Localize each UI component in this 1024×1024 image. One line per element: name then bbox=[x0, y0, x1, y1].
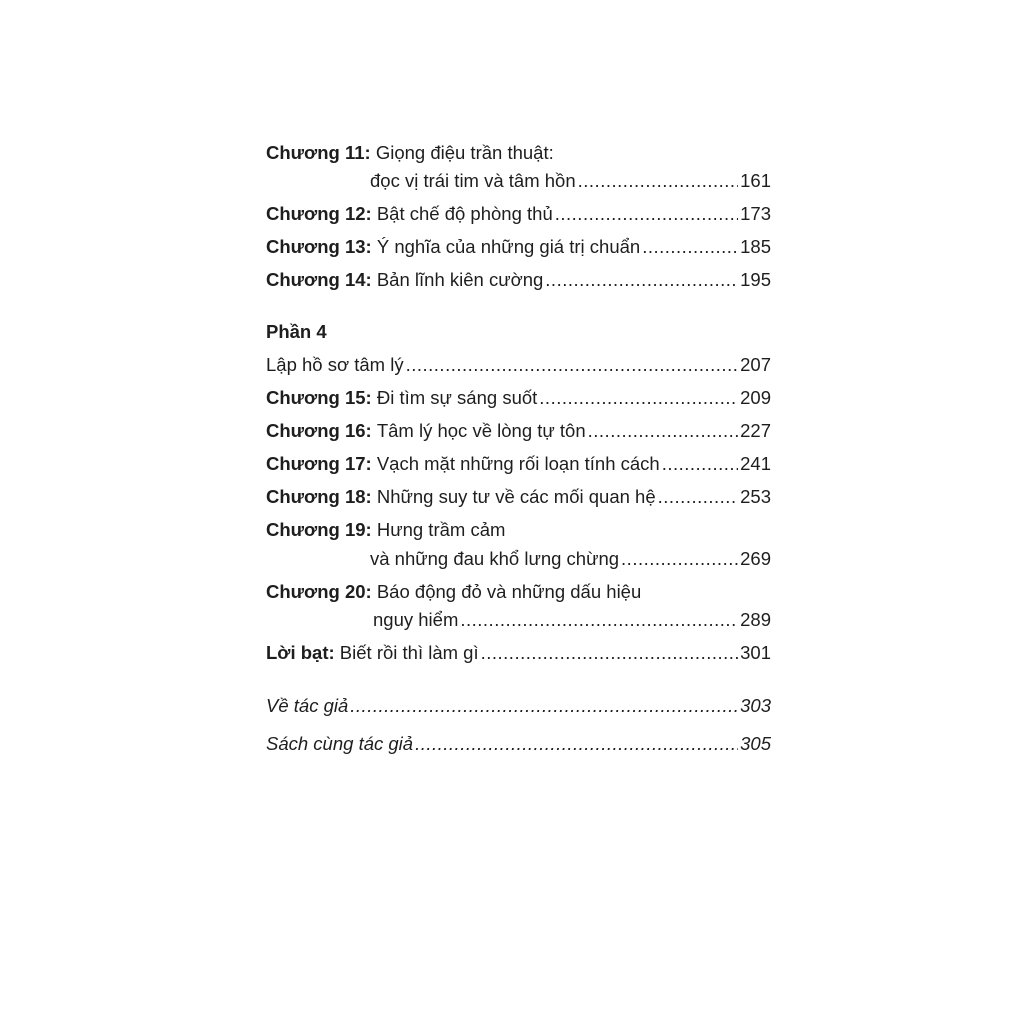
chapter-title: Tâm lý học về lòng tự tôn bbox=[376, 420, 586, 441]
toc-entry-ch11-line1 bbox=[266, 140, 771, 166]
afterword-title: Biết rồi thì làm gì bbox=[339, 642, 479, 663]
leader-dots bbox=[621, 546, 738, 572]
chapter-label: Chương 20: bbox=[266, 581, 372, 602]
toc-entry-ch15 bbox=[266, 385, 771, 411]
chapter-title: Ý nghĩa của những giá trị chuẩn bbox=[376, 236, 641, 257]
chapter-title: Vạch mặt những rối loạn tính cách bbox=[376, 453, 660, 474]
chapter-label: Chương 18: bbox=[266, 486, 372, 507]
page-number: 195 bbox=[740, 269, 771, 290]
page-number: 173 bbox=[740, 203, 771, 224]
page-number: 185 bbox=[740, 236, 771, 257]
leader-dots bbox=[350, 693, 738, 719]
leader-dots bbox=[415, 731, 738, 757]
chapter-title: Những suy tư về các mối quan hệ bbox=[376, 486, 656, 507]
page-number: 303 bbox=[740, 695, 771, 716]
leader-dots bbox=[662, 451, 738, 477]
leader-dots bbox=[481, 640, 739, 666]
toc-entry-ch18 bbox=[266, 484, 771, 510]
chapter-title: Bản lĩnh kiên cường bbox=[376, 269, 544, 290]
chapter-label: Chương 15: bbox=[266, 387, 372, 408]
toc-entry-afterword bbox=[266, 640, 771, 666]
chapter-label: Chương 19: bbox=[266, 519, 372, 540]
page-number: 241 bbox=[740, 453, 771, 474]
toc-entry-ch19-line2 bbox=[266, 546, 771, 572]
chapter-label: Chương 16: bbox=[266, 420, 372, 441]
chapter-title: Hưng trầm cảm bbox=[376, 519, 506, 540]
page-number: 209 bbox=[740, 387, 771, 408]
about-author-title: Về tác giả bbox=[266, 695, 349, 716]
toc-entry-part4 bbox=[266, 352, 771, 378]
leader-dots bbox=[588, 418, 738, 444]
toc-entry-ch19-line1 bbox=[266, 517, 771, 543]
chapter-title: Giọng điệu trần thuật: bbox=[375, 142, 554, 163]
chapter-label: Chương 14: bbox=[266, 269, 372, 290]
page-number: 301 bbox=[740, 642, 771, 663]
leader-dots bbox=[539, 385, 738, 411]
toc-entry-ch16 bbox=[266, 418, 771, 444]
chapter-label: Chương 17: bbox=[266, 453, 372, 474]
toc-entry-ch17 bbox=[266, 451, 771, 477]
leader-dots bbox=[658, 484, 739, 510]
afterword-label: Lời bạt: bbox=[266, 642, 335, 663]
page-number: 227 bbox=[740, 420, 771, 441]
chapter-title-cont: và những đau khổ lưng chừng bbox=[370, 548, 620, 569]
other-books-title: Sách cùng tác giả bbox=[266, 733, 414, 754]
leader-dots bbox=[545, 267, 738, 293]
page-number: 289 bbox=[740, 609, 771, 630]
leader-dots bbox=[406, 352, 739, 378]
toc-part-heading bbox=[266, 319, 771, 345]
part-title: Lập hồ sơ tâm lý bbox=[266, 354, 404, 375]
toc-entry-ch20-line1 bbox=[266, 579, 771, 605]
chapter-title-cont: nguy hiểm bbox=[373, 609, 459, 630]
toc-entry-other-books bbox=[266, 731, 771, 757]
toc-entry-ch14 bbox=[266, 267, 771, 293]
page-number: 161 bbox=[740, 170, 771, 191]
toc-entry-ch20-line2 bbox=[266, 607, 771, 633]
chapter-title: Báo động đỏ và những dấu hiệu bbox=[376, 581, 642, 602]
chapter-label: Chương 12: bbox=[266, 203, 372, 224]
chapter-title: Bật chế độ phòng thủ bbox=[376, 203, 553, 224]
page-number: 269 bbox=[740, 548, 771, 569]
toc-entry-ch11-line2 bbox=[266, 168, 771, 194]
leader-dots bbox=[578, 168, 738, 194]
toc-entry-ch13 bbox=[266, 234, 771, 260]
page-number: 207 bbox=[740, 354, 771, 375]
chapter-label: Chương 13: bbox=[266, 236, 372, 257]
toc-entry-ch12 bbox=[266, 201, 771, 227]
chapter-title: Đi tìm sự sáng suốt bbox=[376, 387, 538, 408]
page-number: 305 bbox=[740, 733, 771, 754]
toc-entry-about-author bbox=[266, 693, 771, 719]
leader-dots bbox=[555, 201, 738, 227]
page-number: 253 bbox=[740, 486, 771, 507]
chapter-title-cont: đọc vị trái tim và tâm hồn bbox=[370, 170, 576, 191]
leader-dots bbox=[642, 234, 738, 260]
leader-dots bbox=[460, 607, 738, 633]
chapter-label: Chương 11: bbox=[266, 142, 371, 163]
part-heading: Phần 4 bbox=[266, 321, 327, 342]
